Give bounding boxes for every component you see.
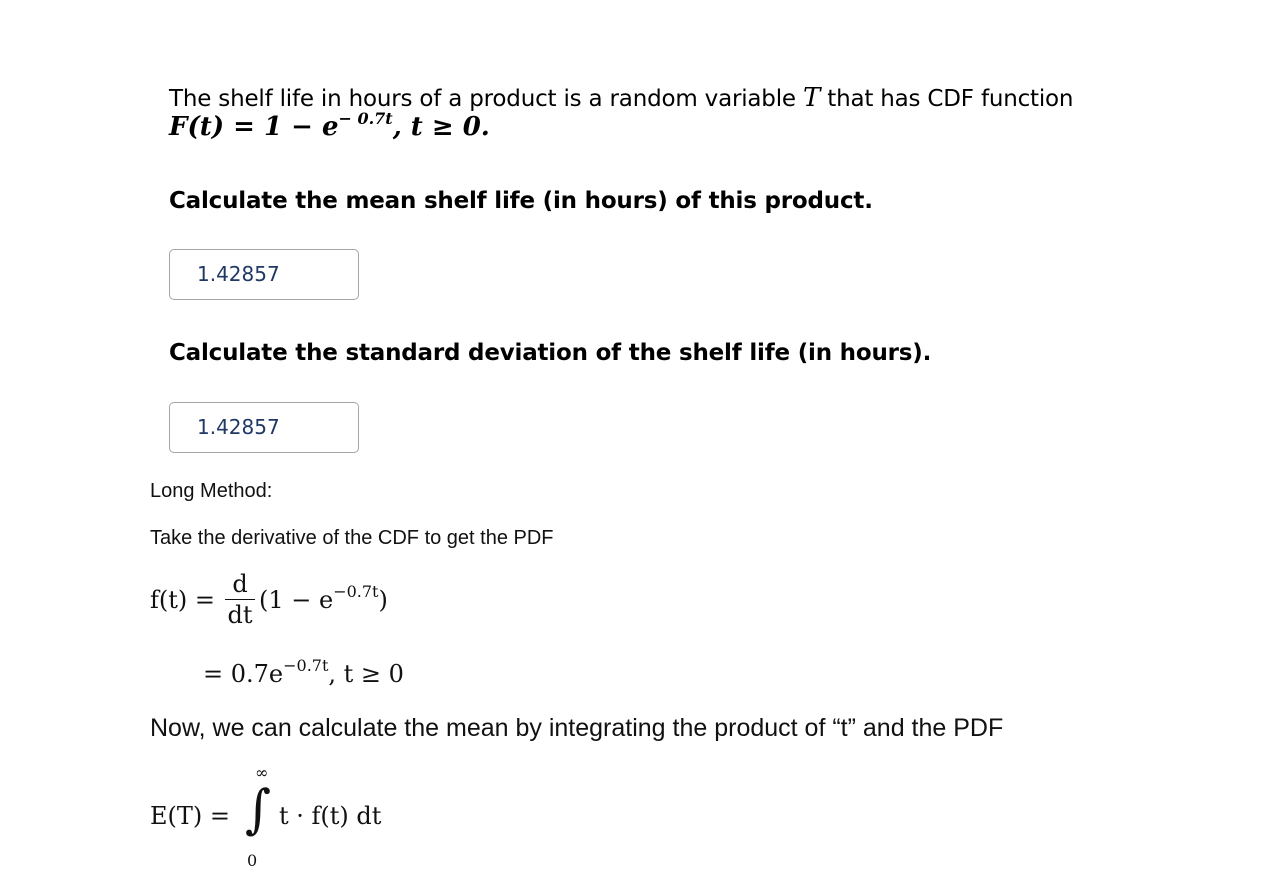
cdf-lhs: F(t) = 1 − e <box>169 112 339 142</box>
cdf-domain: , t ≥ 0. <box>392 112 490 142</box>
pdf-derivative-equation <box>150 571 388 628</box>
mean-answer-field[interactable] <box>169 249 359 300</box>
pdf-result-equation <box>203 656 404 688</box>
derivative-operand <box>259 581 388 614</box>
question-intro-post: that has CDF function <box>827 86 1074 112</box>
fraction-denominator: dt <box>227 601 253 629</box>
integral-sign: ∫ <box>245 778 272 840</box>
pdf-result-pre: = 0.7e <box>203 660 284 688</box>
mean-answer-value: 1.42857 <box>197 262 280 286</box>
operand-exponent: −0.7t <box>333 581 379 601</box>
solution-step1: Take the derivative of the CDF to get the PDF <box>150 527 554 549</box>
prompt-sd: Calculate the standard deviation of the shelf life (in hours). <box>169 340 932 366</box>
cdf-exponent: − 0.7t <box>338 109 393 128</box>
question-intro-pre: The shelf life in hours of a product is a random variable <box>169 86 796 112</box>
question-intro <box>169 83 1073 113</box>
solution-step2: Now, we can calculate the mean by integrating the product of “t” and the PDF <box>150 714 1004 742</box>
operand-pre: (1 − e <box>259 585 334 614</box>
integral-lower-limit: 0 <box>247 851 258 870</box>
integrand: t · f(t) dt <box>279 802 382 830</box>
pdf-result-exponent: −0.7t <box>283 656 329 675</box>
pdf-result-domain: , t ≥ 0 <box>328 660 404 688</box>
fraction-bar <box>225 599 255 600</box>
fraction-numerator: d <box>232 570 248 598</box>
solution-heading: Long Method: <box>150 480 273 502</box>
sd-answer-value: 1.42857 <box>197 415 280 439</box>
integral-upper-limit: ∞ <box>255 763 269 782</box>
derivative-fraction <box>225 571 255 628</box>
expectation-lhs: E(T) = <box>150 802 230 830</box>
pdf-lhs: f(t) = <box>150 585 215 614</box>
sd-answer-field[interactable] <box>169 402 359 453</box>
prompt-mean: Calculate the mean shelf life (in hours) of this product. <box>169 188 873 214</box>
operand-post: ) <box>378 585 388 614</box>
cdf-formula <box>169 109 490 142</box>
random-variable-symbol: T <box>802 83 821 113</box>
